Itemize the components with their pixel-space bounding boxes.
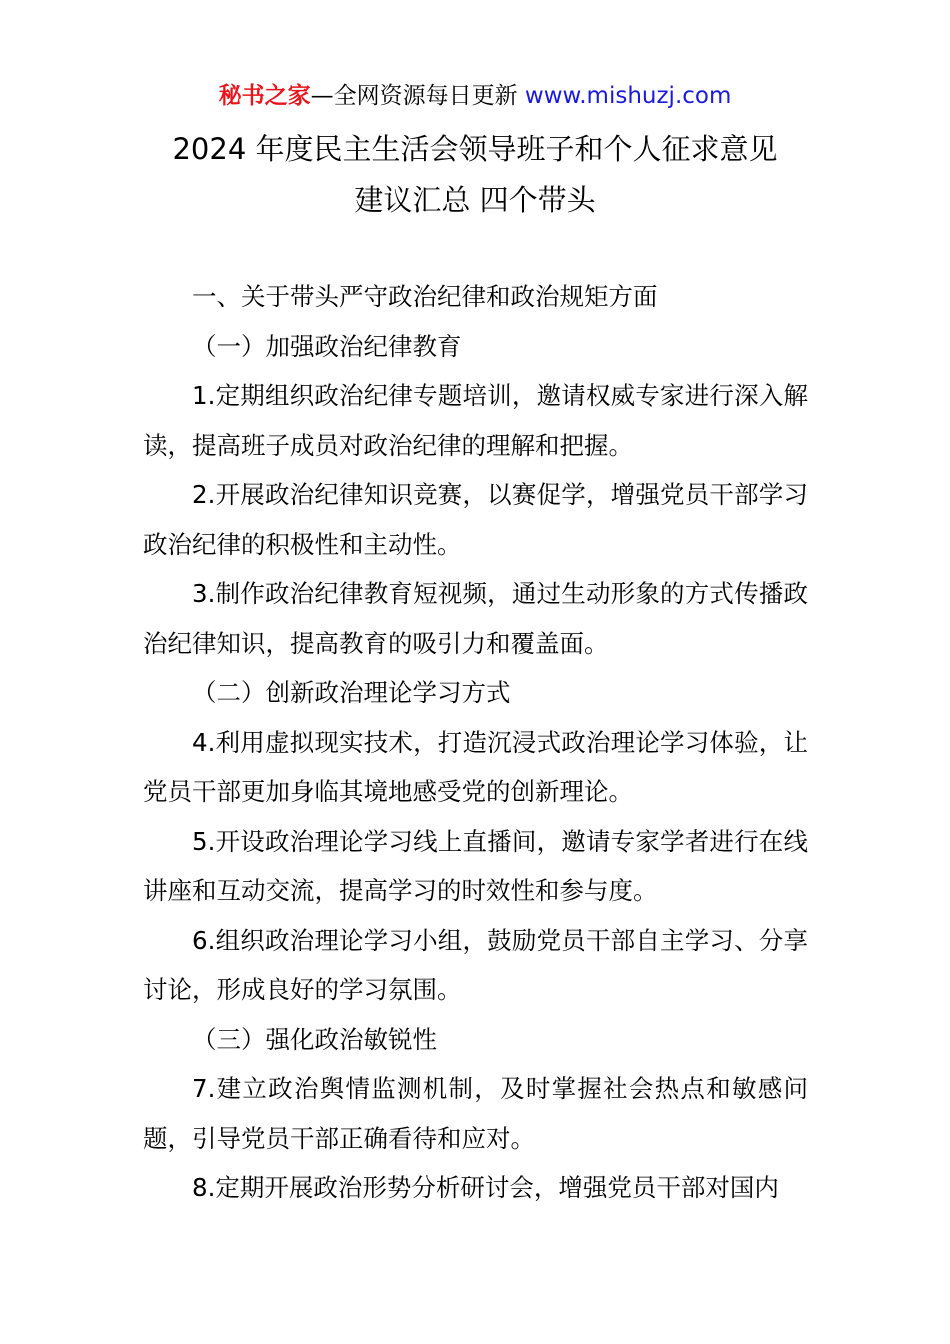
paragraph-item-4: 4.利用虚拟现实技术，打造沉浸式政治理论学习体验，让党员干部更加身临其境地感受党的创新理论。 bbox=[143, 727, 808, 806]
site-url-link[interactable]: www.mishuzj.com bbox=[524, 83, 732, 109]
document-title bbox=[130, 124, 820, 226]
paragraph-item-8: 8.定期开展政治形势分析研讨会，增强党员干部对国内 bbox=[192, 1173, 779, 1202]
section-heading-1: 一、关于带头严守政治纪律和政治规矩方面 bbox=[192, 282, 658, 311]
brand-name: 秘书之家 bbox=[218, 83, 311, 109]
document-body bbox=[143, 272, 808, 1213]
subsection-heading-2: （二）创新政治理论学习方式 bbox=[192, 678, 511, 707]
subsection-heading-3: （三）强化政治敏锐性 bbox=[192, 1024, 437, 1054]
paragraph-item-1: 1.定期组织政治纪律专题培训，邀请权威专家进行深入解读，提高班子成员对政治纪律的理解和把握。 bbox=[143, 381, 808, 460]
title-line-2: 建议汇总 四个带头 bbox=[354, 183, 596, 217]
banner-tagline: —全网资源每日更新 bbox=[310, 83, 518, 109]
paragraph-item-6: 6.组织政治理论学习小组，鼓励党员干部自主学习、分享讨论，形成良好的学习氛围。 bbox=[143, 925, 808, 1004]
paragraph-item-3: 3.制作政治纪律教育短视频，通过生动形象的方式传播政治纪律知识，提高教育的吸引力和覆盖面。 bbox=[143, 579, 808, 658]
paragraph-item-7: 7.建立政治舆情监测机制，及时掌握社会热点和敏感问题，引导党员干部正确看待和应对。 bbox=[143, 1074, 808, 1153]
paragraph-item-5: 5.开设政治理论学习线上直播间，邀请专家学者进行在线讲座和互动交流，提高学习的时效性和参与度。 bbox=[143, 826, 808, 905]
subsection-heading-1: （一）加强政治纪律教育 bbox=[192, 331, 462, 361]
title-line-1: 2024 年度民主生活会领导班子和个人征求意见 bbox=[172, 132, 778, 166]
site-banner bbox=[0, 80, 950, 112]
paragraph-item-2: 2.开展政治纪律知识竞赛，以赛促学，增强党员干部学习政治纪律的积极性和主动性。 bbox=[143, 480, 808, 559]
